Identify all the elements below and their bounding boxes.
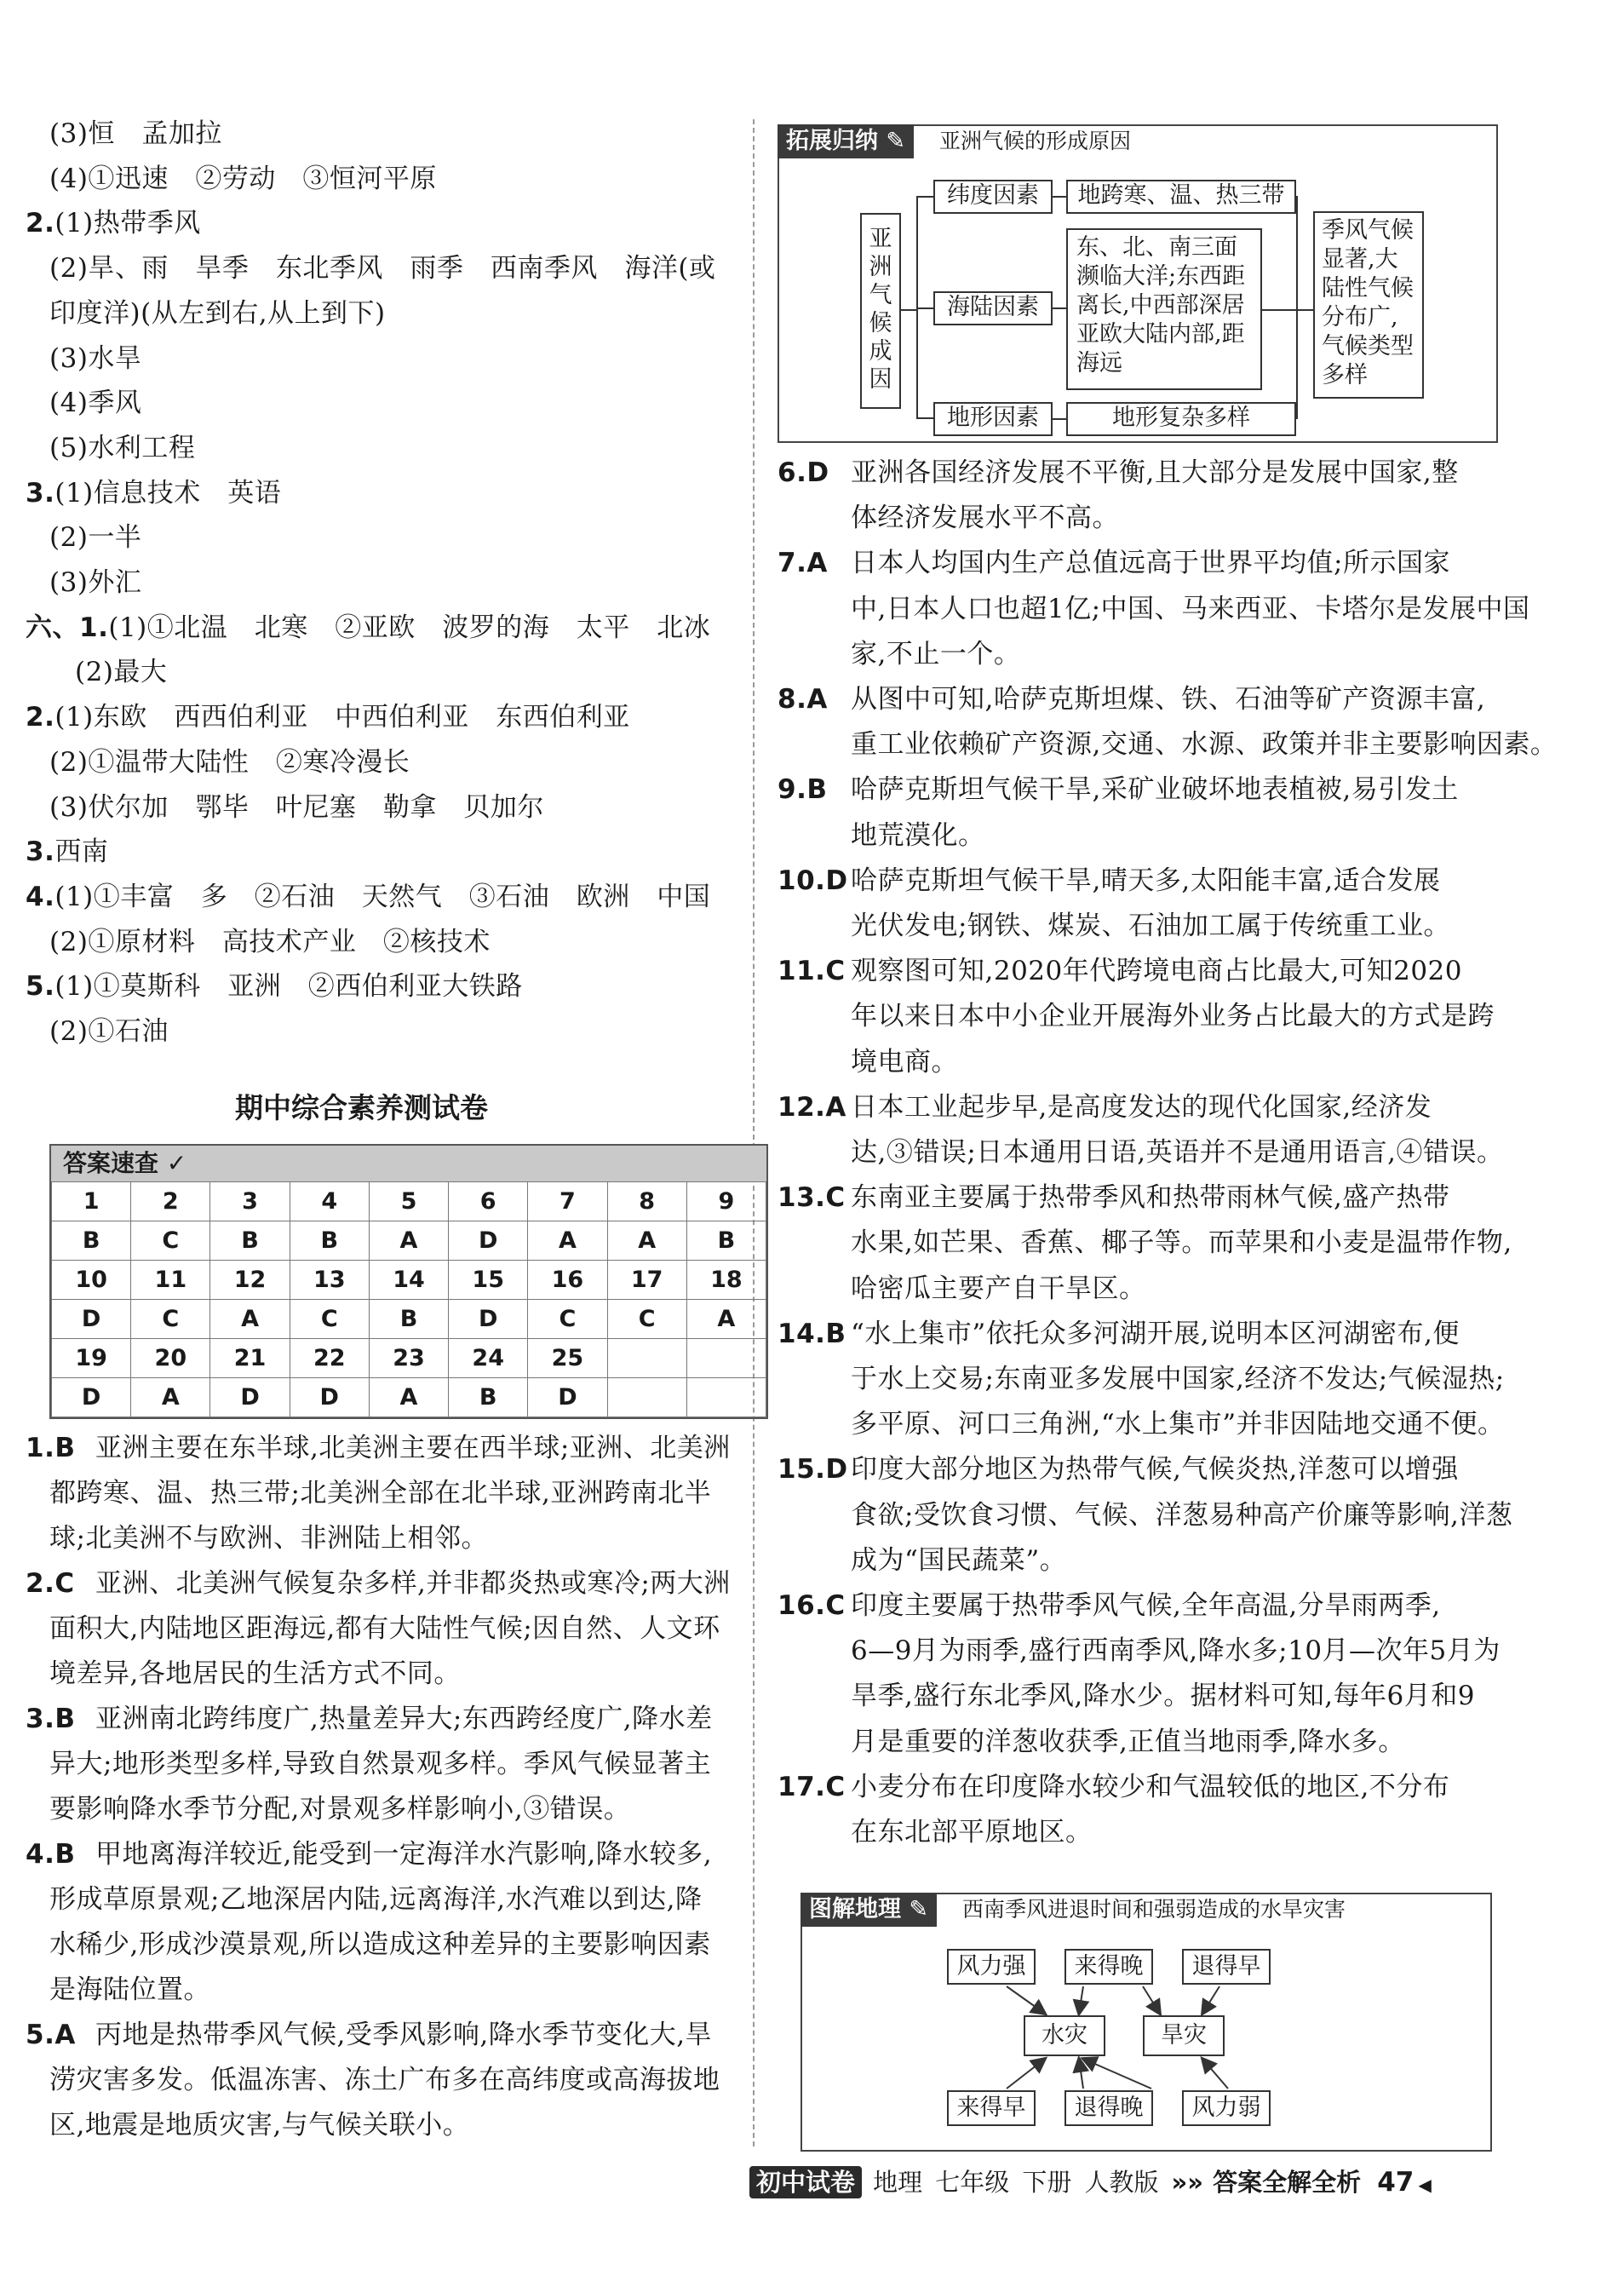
answer-text: (2)①原材料 高技术产业 ②核技术	[49, 926, 491, 957]
result-box: 季风气候显著,大陆性气候分布广,气候类型多样	[1313, 211, 1424, 399]
box-weak-wind: 风力弱	[1182, 2090, 1271, 2126]
table-cell: 20	[131, 1339, 210, 1378]
question-number: 六、1.	[26, 612, 109, 643]
explanation-text: 亚洲南北跨纬度广,热量差异大;东西跨经度广,降水差	[95, 1704, 713, 1734]
left-line	[49, 745, 410, 779]
explanation-text: 从图中可知,哈萨克斯坦煤、铁、石油等矿产资源丰富,	[851, 684, 1486, 715]
left-line	[26, 611, 710, 645]
explanation-text: 球;北美洲不与欧洲、非洲陆上相邻。	[49, 1523, 488, 1554]
explanation-text: 日本工业起步早,是高度发达的现代化国家,经济发	[851, 1091, 1432, 1123]
explanation-line	[26, 2018, 712, 2052]
table-cell: 25	[528, 1339, 607, 1378]
table-cell: 19	[52, 1339, 131, 1378]
table-cell: 9	[686, 1182, 766, 1221]
footer-grade: 七年级	[935, 2168, 1010, 2197]
table-cell: 22	[290, 1339, 369, 1378]
box-retreat-early: 退得早	[1182, 1949, 1271, 1985]
explanation-line	[49, 1792, 630, 1826]
explanation-text: 观察图可知,2020年代跨境电商占比最大,可知2020	[851, 956, 1462, 987]
question-number: 13.C	[778, 1182, 846, 1214]
expand-tag	[778, 124, 914, 158]
diagram-tag-text: 图解地理	[809, 1896, 901, 1922]
explanation-text: 于水上交易;东南亚多发展中国家,经济不发达;气候湿热;	[851, 1364, 1505, 1394]
answer-text: (5)水利工程	[49, 432, 196, 463]
answer-text: 西南	[55, 836, 109, 868]
question-number: 16.C	[778, 1590, 846, 1621]
explanation-line	[49, 1928, 711, 1962]
check-icon: ✓	[166, 1149, 187, 1177]
explanation-line	[778, 773, 1459, 807]
explanation-line	[851, 1679, 1475, 1713]
left-line	[49, 342, 141, 376]
answer-text: (1)①丰富 多 ②石油 天然气 ③石油 欧洲 中国	[55, 881, 711, 912]
answer-text: (1)①北温 北寒 ②亚欧 波罗的海 太平 北冰	[108, 612, 711, 643]
table-cell: B	[290, 1221, 369, 1261]
table-cell: 15	[449, 1261, 528, 1300]
table-cell: 10	[52, 1261, 131, 1300]
explanation-line	[851, 819, 985, 853]
table-cell	[607, 1378, 686, 1417]
table-cell: 1	[52, 1182, 131, 1221]
question-number: 12.A	[778, 1091, 846, 1123]
question-number: 6.D	[778, 457, 829, 488]
answer-text: (3)伏尔加 鄂毕 叶尼塞 勒拿 贝加尔	[49, 791, 544, 823]
left-line	[49, 790, 544, 825]
box-retreat-late: 退得晚	[1064, 2090, 1153, 2126]
explanation-text: 要影响降水季节分配,对景观多样影响小,③错误。	[49, 1794, 631, 1825]
explanation-line	[851, 637, 1020, 671]
question-number: 8.A	[778, 684, 828, 715]
section-title: 期中综合素养测试卷	[235, 1091, 488, 1124]
explanation-text: 月是重要的洋葱收获季,正值当地雨季,降水多。	[851, 1726, 1405, 1757]
footer-arrows: »»	[1171, 2168, 1204, 2197]
explanation-line	[49, 1973, 210, 2007]
note-icon: ✎	[886, 128, 906, 154]
question-number: 3.	[26, 836, 55, 868]
explanation-line	[778, 1770, 1449, 1804]
table-cell: D	[210, 1378, 290, 1417]
box-arrive-late: 来得晚	[1064, 1949, 1153, 1985]
box-drought: 旱灾	[1143, 2015, 1225, 2056]
table-cell: B	[686, 1221, 766, 1261]
detail-terrain: 地形复杂多样	[1066, 402, 1296, 436]
explanation-text: 家,不止一个。	[851, 638, 1021, 670]
explanation-text: 在东北部平原地区。	[851, 1817, 1093, 1848]
table-cell: 16	[528, 1261, 607, 1300]
table-cell: B	[369, 1300, 448, 1339]
question-number: 3.B	[26, 1704, 76, 1734]
left-line	[26, 206, 201, 240]
explanation-line	[851, 1815, 1093, 1849]
answer-letter-row	[52, 1221, 766, 1261]
explanation-text: 亚洲主要在东半球,北美洲主要在西半球;亚洲、北美洲	[95, 1433, 731, 1463]
explanation-line	[49, 1521, 488, 1555]
question-number: 7.A	[778, 548, 828, 579]
explanation-line	[778, 546, 1450, 580]
answer-text: (1)①莫斯科 亚洲 ②西伯利亚大铁路	[55, 971, 523, 1003]
table-cell: 4	[290, 1182, 369, 1221]
left-line	[26, 969, 523, 1003]
explanation-text: 是海陆位置。	[49, 1974, 210, 2005]
table-cell: A	[686, 1300, 766, 1339]
explanation-line	[851, 1407, 1505, 1441]
explanation-line	[851, 1045, 958, 1079]
table-cell: 18	[686, 1261, 766, 1300]
explanation-line	[851, 501, 1119, 535]
table-cell: 21	[210, 1339, 290, 1378]
table-cell: D	[52, 1378, 131, 1417]
root-text: 亚洲气候成因	[869, 226, 892, 393]
explanation-text: 地荒漠化。	[851, 819, 985, 851]
answer-text: (2)旱、雨 旱季 东北季风 雨季 西南季风 海洋(或	[49, 253, 716, 284]
table-cell: A	[210, 1300, 290, 1339]
answer-text: (1)热带季风	[55, 208, 201, 239]
explanation-text: 食欲;受饮食习惯、气候、洋葱易种高产价廉等影响,洋葱	[851, 1499, 1513, 1531]
footer-title: 答案全解全析	[1213, 2168, 1362, 2197]
footer-volume: 下册	[1022, 2168, 1072, 2197]
left-line	[26, 700, 630, 734]
explanation-text: 成为“国民蔬菜”。	[851, 1544, 1067, 1576]
left-line	[75, 655, 167, 689]
explanation-text: 区,地震是地质灾害,与气候关联小。	[49, 2110, 470, 2141]
answer-table-header	[51, 1146, 766, 1181]
explanation-text: 境差异,各地居民的生活方式不同。	[49, 1658, 461, 1689]
left-line	[49, 162, 437, 196]
footer-edition: 人教版	[1084, 2168, 1159, 2197]
explanation-line	[26, 1566, 731, 1600]
answer-text: (1)东欧 西西伯利亚 中西伯利亚 东西伯利亚	[55, 702, 630, 733]
explanation-text: 旱季,盛行东北季风,降水少。据材料可知,每年6月和9	[851, 1681, 1476, 1712]
explanation-text: 哈萨克斯坦气候干旱,晴天多,太阳能丰富,适合发展	[851, 865, 1441, 896]
table-cell: D	[52, 1300, 131, 1339]
question-number: 2.C	[26, 1568, 75, 1599]
expand-title: 亚洲气候的形成原因	[939, 129, 1132, 153]
answer-text: (2)①温带大陆性 ②寒冷漫长	[49, 746, 410, 778]
explanation-line	[851, 1135, 1504, 1169]
question-number: 10.D	[778, 865, 848, 896]
explanation-line	[778, 954, 1462, 988]
explanation-text: 日本人均国内生产总值远高于世界平均值;所示国家	[851, 548, 1450, 579]
answer-text: (2)①石油	[49, 1016, 169, 1047]
left-line	[49, 386, 141, 420]
table-cell: B	[52, 1221, 131, 1261]
explanation-text: 小麦分布在印度降水较少和气温较低的地区,不分布	[851, 1771, 1450, 1802]
explanation-text: 涝灾害多发。低温冻害、冻土广布多在高纬度或高海拔地	[49, 2065, 720, 2095]
explanation-text: 印度主要属于热带季风气候,全年高温,分旱雨两季,	[851, 1590, 1441, 1621]
table-cell: 12	[210, 1261, 290, 1300]
explanation-text: 重工业依赖矿产资源,交通、水源、政策并非主要影响因素。	[851, 729, 1558, 761]
question-number: 9.B	[778, 774, 828, 806]
left-line	[26, 476, 281, 510]
table-cell	[607, 1339, 686, 1378]
explanation-text: 水稀少,形成沙漠景观,所以造成这种差异的主要影响因素	[49, 1929, 711, 1960]
table-cell: D	[449, 1300, 528, 1339]
explanation-line	[851, 909, 1450, 943]
table-cell: A	[369, 1378, 448, 1417]
explanation-text: 哈萨克斯坦气候干旱,采矿业破坏地表植被,易引发土	[851, 774, 1459, 806]
diagram-title: 西南季风进退时间和强弱造成的水旱灾害	[962, 1897, 1346, 1922]
table-cell	[686, 1339, 766, 1378]
answer-quick-check-table	[49, 1144, 768, 1419]
explanation-line	[851, 999, 1495, 1033]
question-number: 4.B	[26, 1839, 76, 1870]
explanation-line	[49, 1612, 720, 1646]
explanation-text: 体经济发展水平不高。	[851, 503, 1119, 534]
question-number: 2.	[26, 702, 55, 733]
explanation-line	[26, 1837, 712, 1871]
question-number: 5.	[26, 971, 55, 1003]
explanation-text: 亚洲各国经济发展不平衡,且大部分是发展中国家,整	[851, 457, 1459, 488]
explanation-text: 6—9月为雨季,盛行西南季风,降水多;10月—次年5月为	[851, 1635, 1501, 1667]
answer-text: (2)一半	[49, 522, 142, 554]
explanation-line	[851, 1362, 1505, 1396]
table-cell: 7	[528, 1182, 607, 1221]
root-box	[860, 213, 901, 409]
explanation-line	[49, 1882, 703, 1917]
question-number: 11.C	[778, 956, 846, 987]
table-cell: C	[290, 1300, 369, 1339]
question-number: 17.C	[778, 1771, 846, 1802]
table-cell: B	[449, 1378, 528, 1417]
table-cell: A	[131, 1378, 210, 1417]
detail-latitude: 地跨寒、温、热三带	[1066, 180, 1296, 214]
footer-subject: 地理	[873, 2168, 923, 2197]
left-line	[49, 925, 491, 959]
left-line	[49, 566, 141, 600]
answer-text: (4)①迅速 ②劳动 ③恒河平原	[49, 163, 437, 194]
question-number-row	[52, 1339, 766, 1378]
explanation-line	[49, 1747, 711, 1781]
explanation-line	[778, 864, 1441, 898]
explanation-line	[851, 1725, 1405, 1759]
table-cell: 3	[210, 1182, 290, 1221]
explanation-text: 形成草原景观;乙地深居内陆,远离海洋,水汽难以到达,降	[49, 1884, 703, 1915]
explanation-line	[851, 1498, 1512, 1532]
explanation-line	[778, 456, 1459, 490]
explanation-text: 面积大,内陆地区距海远,都有大陆性气候;因自然、人文环	[49, 1613, 720, 1644]
expand-tag-text: 拓展归纳	[786, 128, 878, 154]
explanation-text: 东南亚主要属于热带季风和热带雨林气候,盛产热带	[851, 1182, 1450, 1214]
box-arrive-early: 来得早	[947, 2090, 1036, 2126]
box-flood: 水灾	[1024, 2015, 1105, 2056]
explanation-line	[851, 1226, 1512, 1260]
explanation-line	[49, 2063, 720, 2097]
explanation-text: 印度大部分地区为热带气候,气候炎热,洋葱可以增强	[851, 1454, 1459, 1486]
question-number: 5.A	[26, 2020, 76, 2050]
footer	[749, 2164, 1432, 2198]
question-number: 15.D	[778, 1454, 848, 1486]
left-line	[49, 1014, 169, 1049]
question-number: 4.	[26, 881, 55, 912]
explanation-text: 中,日本人口也超1亿;中国、马来西亚、卡塔尔是发展中国	[851, 593, 1530, 624]
table-cell: 23	[369, 1339, 448, 1378]
table-cell: C	[131, 1221, 210, 1261]
table-cell: 17	[607, 1261, 686, 1300]
table-cell: 13	[290, 1261, 369, 1300]
table-cell: 8	[607, 1182, 686, 1221]
left-line	[49, 117, 222, 151]
table-cell: A	[528, 1221, 607, 1261]
explanation-line	[778, 1452, 1459, 1486]
left-line	[49, 296, 386, 330]
table-cell: D	[449, 1221, 528, 1261]
answer-table-header-text: 答案速查	[63, 1149, 159, 1177]
explanation-text: 年以来日本中小企业开展海外业务占比最大的方式是跨	[851, 1001, 1495, 1032]
explanation-text: 异大;地形类型多样,导致自然景观多样。季风气候显著主	[49, 1749, 712, 1779]
table-cell: A	[607, 1221, 686, 1261]
explanation-line	[26, 1702, 713, 1736]
explanation-text: 达,③错误;日本通用日语,英语并不是通用语言,④错误。	[851, 1137, 1504, 1168]
explanation-line	[26, 1431, 731, 1465]
explanation-line	[851, 1543, 1066, 1578]
table-cell: 6	[449, 1182, 528, 1221]
note-icon: ✎	[909, 1896, 929, 1922]
detail-land-sea: 东、北、南三面濒临大洋;东西距离长,中西部深居亚欧大陆内部,距海远	[1066, 228, 1262, 390]
left-line	[49, 431, 195, 465]
explanation-text: 甲地离海洋较近,能受到一定海洋水汽影响,降水较多,	[95, 1839, 713, 1870]
table-cell	[686, 1378, 766, 1417]
table-cell: C	[131, 1300, 210, 1339]
answer-text: 印度洋)(从左到右,从上到下)	[49, 297, 386, 329]
explanation-text: 亚洲、北美洲气候复杂多样,并非都炎热或寒冷;两大洲	[95, 1568, 731, 1599]
table-cell: 11	[131, 1261, 210, 1300]
expand-summary-box	[778, 124, 1498, 443]
left-line	[49, 520, 141, 555]
explanation-line	[778, 682, 1485, 716]
answer-text: (3)恒 孟加拉	[49, 118, 222, 149]
table-cell: D	[290, 1378, 369, 1417]
left-line	[26, 880, 710, 914]
table-cell: 5	[369, 1182, 448, 1221]
explanation-line	[851, 1634, 1501, 1668]
answer-text: (2)最大	[75, 657, 168, 688]
explanation-text: 哈密瓜主要产自干旱区。	[851, 1273, 1146, 1304]
left-line	[26, 835, 108, 869]
answer-text: (3)水旱	[49, 342, 142, 374]
explanation-line	[778, 1317, 1460, 1351]
table-cell: 14	[369, 1261, 448, 1300]
explanation-text: 丙地是热带季风气候,受季风影响,降水季节变化大,旱	[95, 2020, 713, 2050]
explanation-text: 光伏发电;钢铁、煤炭、石油加工属于传统重工业。	[851, 911, 1450, 941]
factor-terrain: 地形因素	[933, 402, 1053, 436]
factor-latitude: 纬度因素	[933, 180, 1053, 214]
explanation-line	[778, 1090, 1432, 1124]
table-cell: B	[210, 1221, 290, 1261]
explanation-line	[49, 2108, 469, 2142]
table-cell: C	[528, 1300, 607, 1339]
explanation-text: 多平原、河口三角洲,“水上集市”并非因陆地交通不便。	[851, 1409, 1505, 1440]
explanation-line	[778, 1589, 1441, 1623]
explanation-text: 境电商。	[851, 1046, 958, 1078]
table-cell: 24	[449, 1339, 528, 1378]
footer-brand: 初中试卷	[749, 2166, 862, 2198]
table-cell: A	[369, 1221, 448, 1261]
diagram-box	[801, 1893, 1492, 2152]
left-line	[49, 251, 716, 285]
explanation-line	[851, 592, 1530, 626]
question-number-row	[52, 1261, 766, 1300]
answer-letter-row	[52, 1378, 766, 1417]
answer-text: (3)外汇	[49, 567, 142, 598]
page-number: 47	[1377, 2167, 1415, 2198]
table-cell: D	[528, 1378, 607, 1417]
explanation-text: 都跨寒、温、热三带;北美洲全部在北半球,亚洲跨南北半	[49, 1478, 712, 1509]
question-number-row	[52, 1182, 766, 1221]
table-cell: 2	[131, 1182, 210, 1221]
explanation-text: “水上集市”依托众多河湖开展,说明本区河湖密布,便	[851, 1318, 1460, 1349]
column-divider	[753, 119, 755, 2146]
explanation-line	[778, 1181, 1449, 1215]
answer-text: (1)信息技术 英语	[55, 477, 282, 509]
question-number: 1.B	[26, 1433, 76, 1463]
answer-text: (4)季风	[49, 388, 142, 419]
explanation-text: 水果,如芒果、香蕉、椰子等。而苹果和小麦是温带作物,	[851, 1227, 1512, 1259]
explanation-line	[49, 1657, 461, 1691]
factor-land-sea: 海陆因素	[933, 291, 1053, 325]
answer-letter-row	[52, 1300, 766, 1339]
explanation-line	[851, 727, 1557, 761]
table-cell: C	[607, 1300, 686, 1339]
question-number: 2.	[26, 208, 55, 239]
question-number: 14.B	[778, 1318, 846, 1349]
question-number: 3.	[26, 477, 55, 509]
explanation-line	[49, 1476, 711, 1510]
explanation-line	[851, 1272, 1146, 1306]
box-strong-wind: 风力强	[947, 1949, 1036, 1985]
page-arrow-icon: ◀	[1418, 2175, 1432, 2195]
